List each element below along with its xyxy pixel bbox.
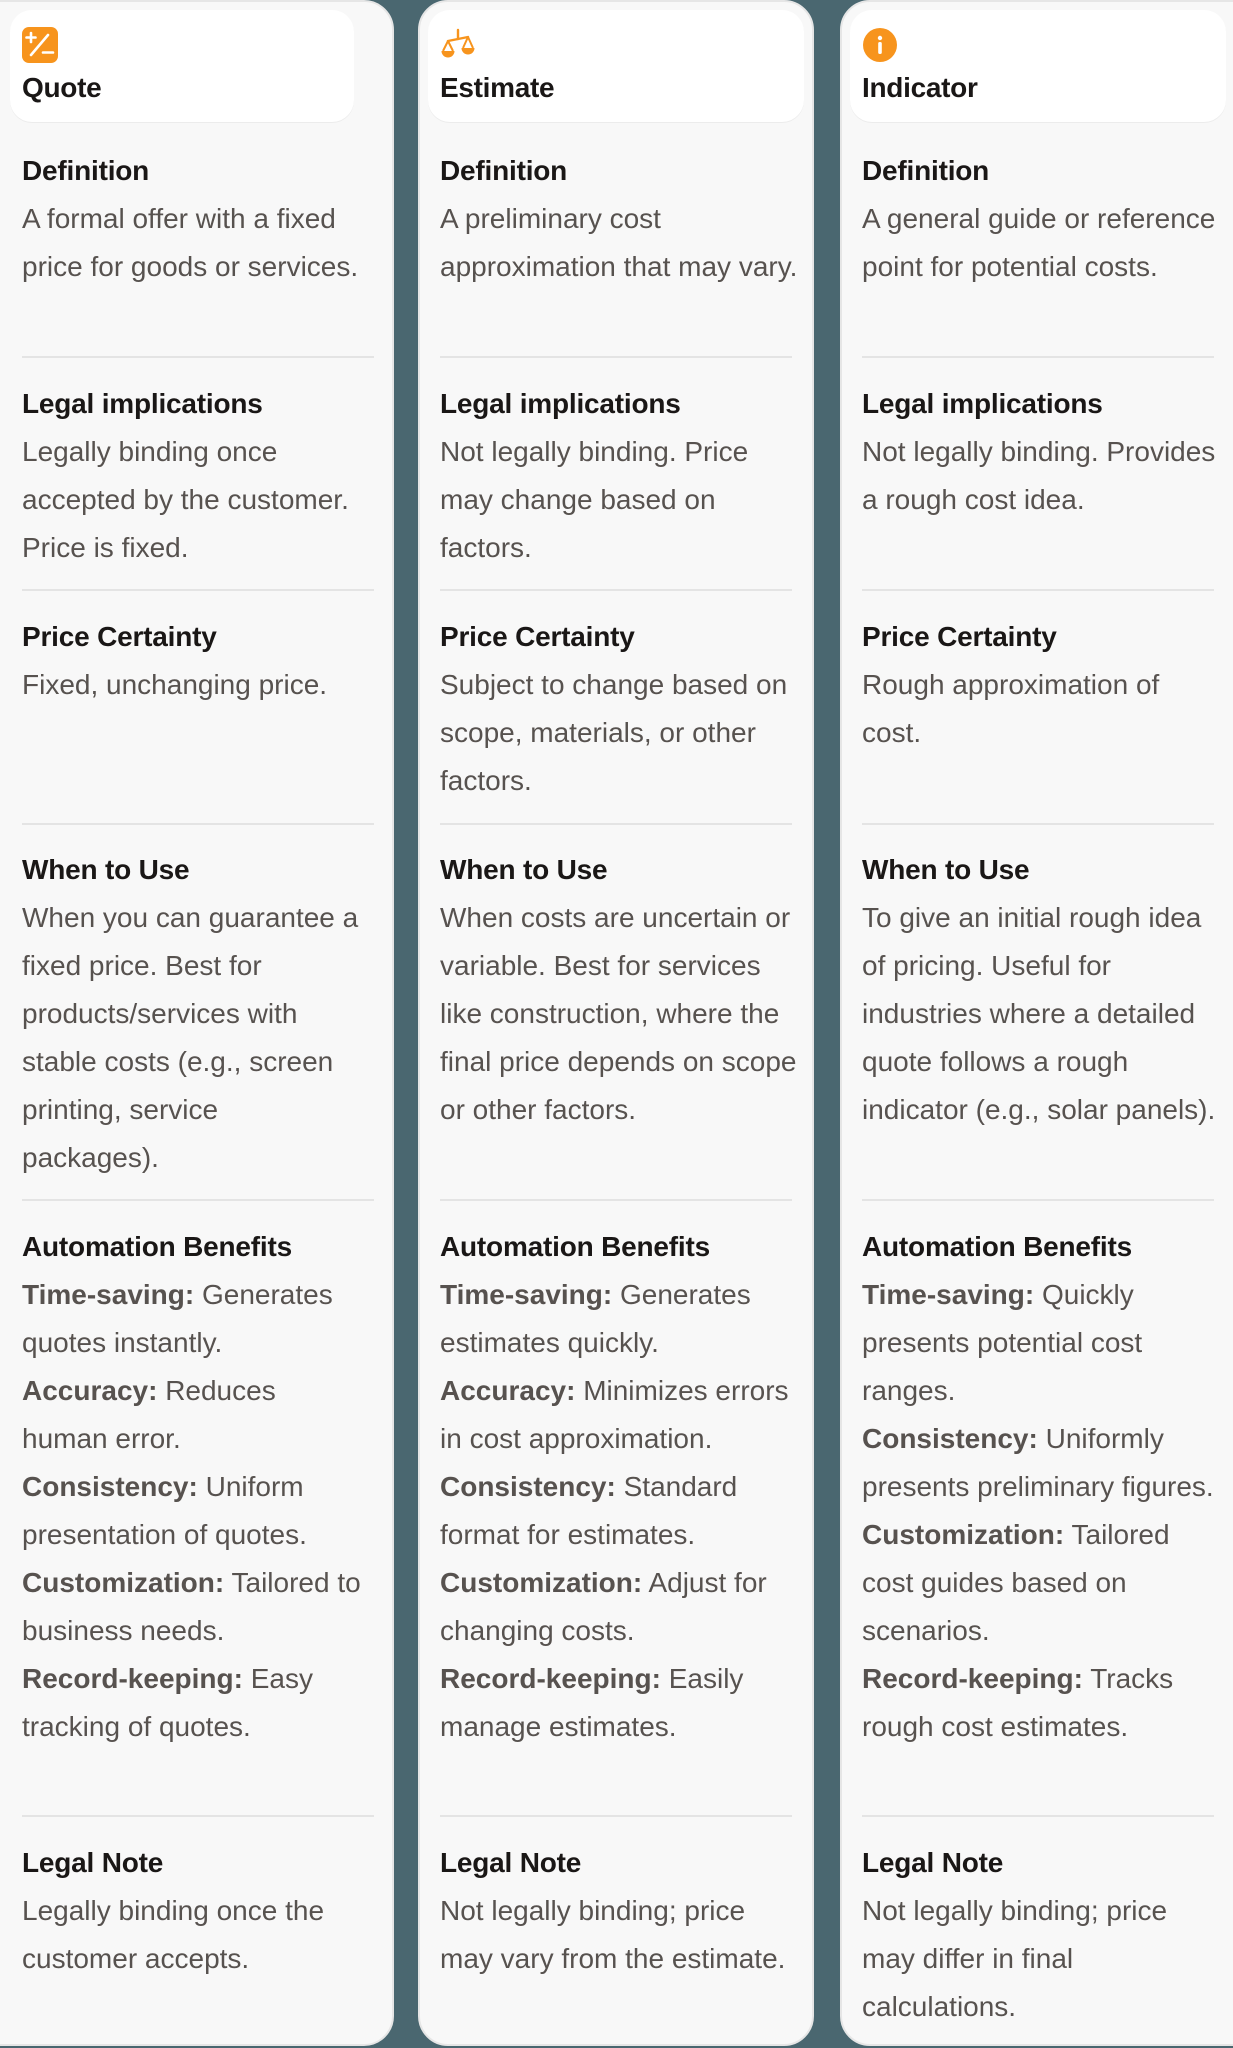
section-text: When you can guarantee a fixed price. Best for products/services with stable costs (e.g., screen printing, service packages). — [22, 902, 359, 1173]
section-text: Rough approximation of cost. — [862, 669, 1160, 748]
automation-benefits-section — [440, 1223, 800, 1751]
divider — [22, 1199, 374, 1201]
price-certainty-section — [22, 613, 362, 709]
benefit-item — [440, 1463, 800, 1559]
price-certainty-section — [862, 613, 1222, 757]
column-title: Indicator — [862, 72, 978, 103]
benefit-label: Customization: — [862, 1519, 1065, 1550]
section-heading: When to Use — [22, 854, 190, 885]
section-heading: Price Certainty — [440, 621, 635, 652]
plus-minus-icon — [22, 27, 58, 63]
benefit-label: Accuracy: — [440, 1375, 576, 1406]
benefit-label: Consistency: — [440, 1471, 616, 1502]
benefit-text: Generates estimates quickly. — [440, 1279, 751, 1358]
benefit-text: Minimizes errors in cost approximation. — [440, 1375, 789, 1454]
benefit-label: Record-keeping: — [862, 1663, 1083, 1694]
info-icon — [862, 27, 898, 63]
legal-implications-section — [22, 380, 362, 572]
section-text: Legally binding once the customer accepts. — [22, 1895, 325, 1974]
section-heading: Automation Benefits — [22, 1231, 292, 1262]
benefit-text: Uniformly presents preliminary figures. — [862, 1423, 1214, 1502]
quote-column — [0, 0, 394, 2046]
benefit-item — [22, 1463, 362, 1559]
benefit-item — [862, 1415, 1222, 1511]
section-heading: When to Use — [440, 854, 608, 885]
section-text: Not legally binding. Provides a rough cost idea. — [862, 436, 1216, 515]
automation-benefits-section — [22, 1223, 362, 1751]
benefit-text: Standard format for estimates. — [440, 1471, 738, 1550]
quote-header-card — [10, 10, 354, 122]
benefit-text: Quickly presents potential cost ranges. — [862, 1279, 1143, 1406]
when-to-use-section — [22, 846, 362, 1182]
benefit-item — [22, 1367, 362, 1463]
benefit-item — [862, 1655, 1222, 1751]
benefit-label: Customization: — [22, 1567, 225, 1598]
divider — [862, 1199, 1214, 1201]
divider — [862, 356, 1214, 358]
benefit-label: Record-keeping: — [22, 1663, 243, 1694]
section-text: A preliminary cost approximation that may vary. — [440, 203, 798, 282]
section-heading: Legal Note — [862, 1847, 1004, 1878]
divider — [862, 823, 1214, 825]
benefit-text: Tailored cost guides based on scenarios. — [862, 1519, 1170, 1646]
divider — [22, 589, 374, 591]
definition-section — [862, 147, 1222, 291]
benefit-text: Easy tracking of quotes. — [22, 1663, 313, 1742]
benefit-text: Generates quotes instantly. — [22, 1279, 333, 1358]
legal-implications-section — [862, 380, 1222, 524]
section-text: Not legally binding; price may vary from the estimate. — [440, 1895, 786, 1974]
section-heading: Automation Benefits — [862, 1231, 1132, 1262]
benefit-item — [440, 1559, 800, 1655]
section-text: A general guide or reference point for potential costs. — [862, 203, 1216, 282]
benefit-text: Adjust for changing costs. — [440, 1567, 767, 1646]
section-heading: Legal implications — [22, 388, 263, 419]
definition-section — [22, 147, 362, 291]
definition-section — [440, 147, 800, 291]
benefit-label: Consistency: — [22, 1471, 198, 1502]
section-heading: Definition — [22, 155, 150, 186]
section-text: Legally binding once accepted by the customer. Price is fixed. — [22, 436, 349, 563]
when-to-use-section — [440, 846, 800, 1134]
legal-note-section — [440, 1839, 800, 1983]
section-heading: Price Certainty — [862, 621, 1057, 652]
benefit-text: Reduces human error. — [22, 1375, 276, 1454]
section-text: Subject to change based on scope, materials, or other factors. — [440, 669, 788, 796]
divider — [862, 1815, 1214, 1817]
section-heading: Legal implications — [862, 388, 1103, 419]
divider — [440, 356, 792, 358]
section-heading: Definition — [440, 155, 568, 186]
legal-implications-section — [440, 380, 800, 572]
benefit-item — [22, 1655, 362, 1751]
benefit-item — [440, 1271, 800, 1367]
section-heading: Price Certainty — [22, 621, 217, 652]
column-title: Estimate — [440, 72, 555, 103]
benefit-text: Tracks rough cost estimates. — [862, 1663, 1174, 1742]
legal-note-section — [862, 1839, 1222, 2031]
benefit-label: Time-saving: — [440, 1279, 613, 1310]
price-certainty-section — [440, 613, 800, 805]
section-text: Fixed, unchanging price. — [22, 669, 328, 700]
benefit-text: Tailored to business needs. — [22, 1567, 361, 1646]
benefit-label: Time-saving: — [22, 1279, 195, 1310]
benefit-label: Record-keeping: — [440, 1663, 661, 1694]
section-heading: Legal implications — [440, 388, 681, 419]
benefit-label: Consistency: — [862, 1423, 1038, 1454]
section-heading: Legal Note — [22, 1847, 164, 1878]
benefit-item — [22, 1271, 362, 1367]
scale-balance-icon — [440, 27, 476, 63]
benefit-item — [440, 1367, 800, 1463]
divider — [440, 1199, 792, 1201]
section-text: Not legally binding. Price may change based on factors. — [440, 436, 749, 563]
benefit-label: Customization: — [440, 1567, 643, 1598]
column-title: Quote — [22, 72, 102, 103]
benefit-item — [440, 1655, 800, 1751]
benefit-item — [862, 1511, 1222, 1655]
section-text: A formal offer with a fixed price for goods or services. — [22, 203, 359, 282]
benefit-text: Easily manage estimates. — [440, 1663, 744, 1742]
divider — [22, 1815, 374, 1817]
section-text: Not legally binding; price may differ in final calculations. — [862, 1895, 1168, 2022]
estimate-header-card — [428, 10, 804, 122]
section-heading: Automation Benefits — [440, 1231, 710, 1262]
benefit-label: Accuracy: — [22, 1375, 158, 1406]
section-text: When costs are uncertain or variable. Best for services like construction, where the final price depends on scope or other factors. — [440, 902, 797, 1125]
indicator-column — [840, 0, 1233, 2046]
legal-note-section — [22, 1839, 362, 1983]
when-to-use-section — [862, 846, 1222, 1134]
divider — [862, 589, 1214, 591]
section-heading: Definition — [862, 155, 990, 186]
benefit-item — [22, 1559, 362, 1655]
benefit-label: Time-saving: — [862, 1279, 1035, 1310]
benefit-item — [862, 1271, 1222, 1415]
divider — [440, 823, 792, 825]
section-heading: When to Use — [862, 854, 1030, 885]
section-heading: Legal Note — [440, 1847, 582, 1878]
section-text: To give an initial rough idea of pricing. Useful for industries where a detailed quote follows a rough indicator (e.g., solar panels). — [862, 902, 1216, 1125]
benefit-text: Uniform presentation of quotes. — [22, 1471, 307, 1550]
divider — [440, 589, 792, 591]
indicator-header-card — [850, 10, 1226, 122]
automation-benefits-section — [862, 1223, 1222, 1751]
divider — [22, 823, 374, 825]
divider — [22, 356, 374, 358]
divider — [440, 1815, 792, 1817]
estimate-column — [418, 0, 814, 2046]
